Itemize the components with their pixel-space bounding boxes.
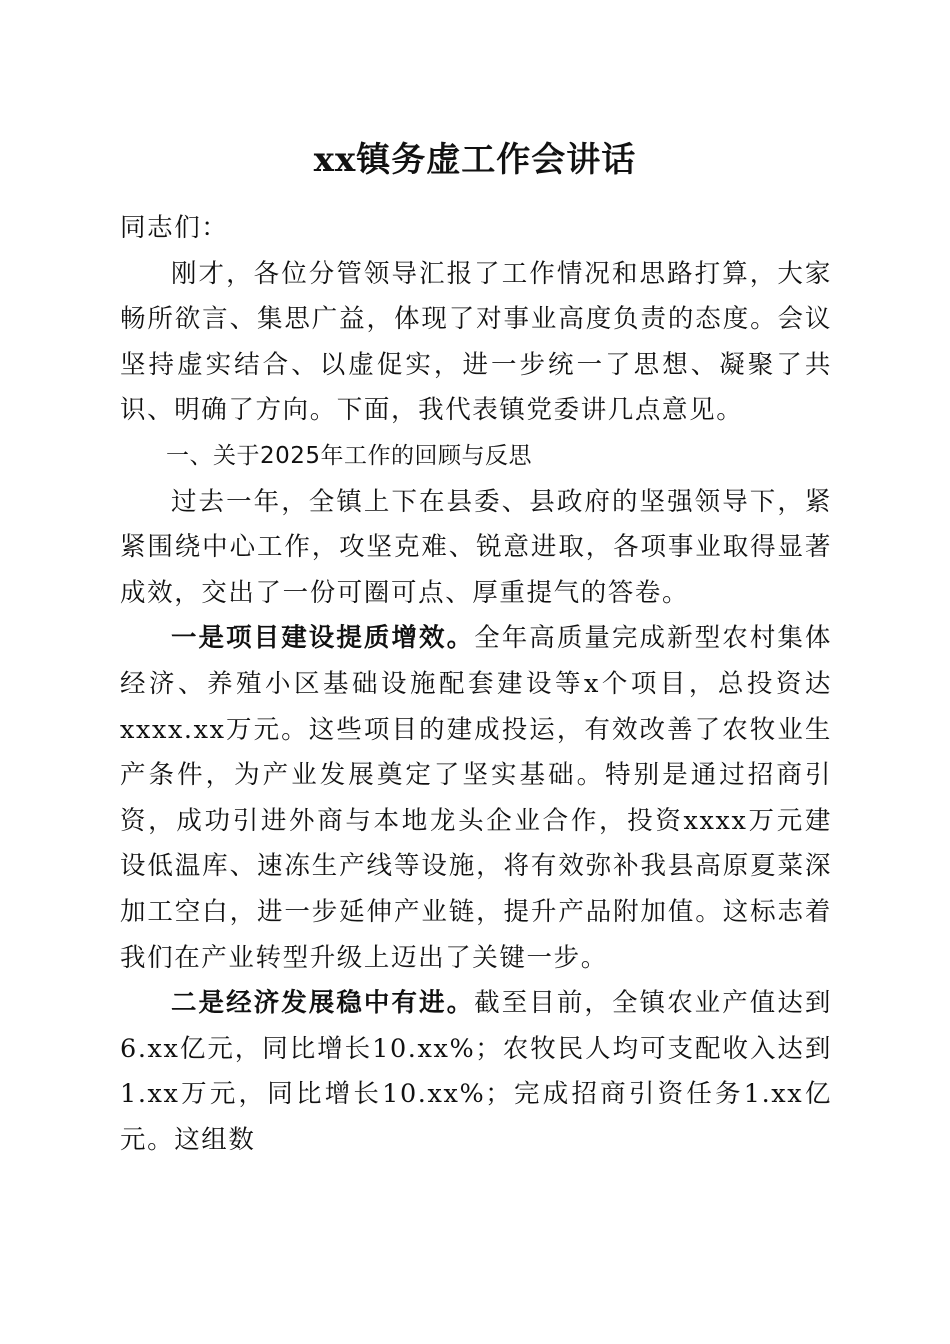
section-heading: 一、关于2025年工作的回顾与反思	[166, 442, 533, 469]
point-two-lead: 二是经济发展稳中有进。	[171, 988, 475, 1019]
point-two-paragraph	[120, 981, 832, 1163]
point-one-paragraph	[120, 616, 832, 981]
point-one-lead: 一是项目建设提质增效。	[171, 623, 475, 654]
document-body	[120, 206, 832, 1163]
intro-paragraph: 刚才，各位分管领导汇报了工作情况和思路打算，大家畅所欲言、集思广益，体现了对事业高度负责的态度。会议坚持虚实结合、以虚促实，进一步统一了思想、凝聚了共识、明确了方向。下面，我代表镇党委讲几点意见。	[120, 258, 832, 426]
salutation: 同志们：	[120, 213, 229, 243]
point-one-text: 全年高质量完成新型农村集体经济、养殖小区基础设施配套建设等x个项目，总投资达xxxx.xx万元。这些项目的建成投运，有效改善了农牧业生产条件，为产业发展奠定了坚实基础。特别是通过招商引资，成功引进外商与本地龙头企业合作，投资xxxx万元建设低温库、速冻生产线等设施，将有效弥补我县高原夏菜深加工空白，进一步延伸产业链，提升产品附加值。这标志着我们在产业转型升级上迈出了关键一步。	[120, 623, 832, 973]
point-two-text: 截至目前，全镇农业产值达到6.xx亿元，同比增长10.xx%；农牧民人均可支配收入达到1.xx万元，同比增长10.xx%；完成招商引资任务1.xx亿元。这组数	[120, 988, 832, 1155]
document-title: xx镇务虚工作会讲话	[313, 140, 637, 180]
section-intro-paragraph: 过去一年，全镇上下在县委、县政府的坚强领导下，紧紧围绕中心工作，攻坚克难、锐意进取，各项事业取得显著成效，交出了一份可圈可点、厚重提气的答卷。	[120, 486, 832, 608]
